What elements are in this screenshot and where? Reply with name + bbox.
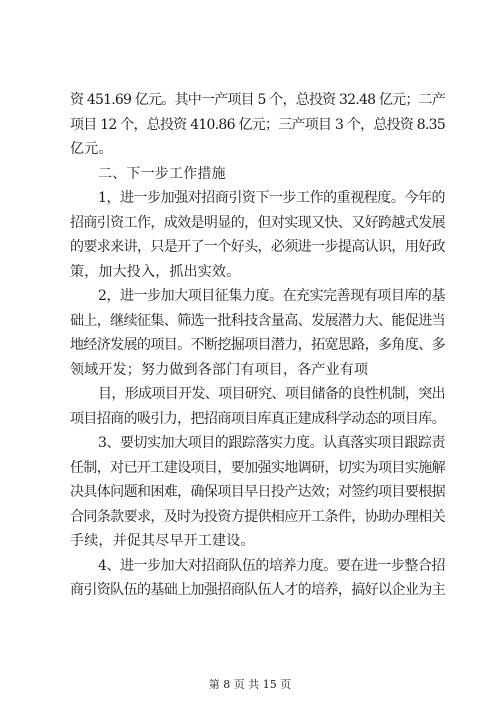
text-line: 任制，对已开工建设项目，要加强实地调研，切实为项目实施解 <box>70 459 445 476</box>
text-line: 领域开发；努力做到各部门有项目，各产业有项 <box>70 361 369 378</box>
text-line: 目，形成项目开发、项目研究、项目储备的良性机制，突出 <box>98 386 445 402</box>
text-line: 合同条款要求，及时为投资方提供相应开工条件，协助办理相关 <box>70 508 445 525</box>
page-footer: 第 8 页 共 15 页 <box>208 678 292 691</box>
text-line: 4、进一步加大对招商队伍的培养力度。要在进一步整合招 <box>98 557 445 574</box>
text-line: 的要求来讲，只是开了一个好头，必须进一步提高认识，用好政 <box>70 239 445 255</box>
text-line: 础上，继续征集、筛选一批科技含量高、发展潜力大、能促进当 <box>70 312 445 329</box>
text-line: 手续，并促其尽早开工建设。 <box>70 533 255 549</box>
text-line: 项目招商的吸引力，把招商项目库真正建成科学动态的项目库。 <box>70 410 445 427</box>
text-line: 二、下一步工作措施 <box>98 165 226 182</box>
text-line: 3、要切实加大项目的跟踪落实力度。认真落实项目跟踪责 <box>98 435 445 451</box>
document-body <box>70 88 445 603</box>
text-line: 地经济发展的项目。不断挖掘项目潜力，拓宽思路，多角度、多 <box>70 337 445 353</box>
text-line: 2，进一步加大项目征集力度。在充实完善现有项目库的基 <box>98 288 445 304</box>
text-line: 商引资队伍的基础上加强招商队伍人才的培养，搞好以企业为主 <box>70 582 445 598</box>
text-line: 亿元。 <box>70 141 113 157</box>
text-line: 策，加大投入，抓出实效。 <box>70 263 241 280</box>
text-line: 项目 12 个，总投资 410.86 亿元；三产项目 3 个，总投资 8.35 <box>70 116 445 133</box>
text-line: 决具体问题和困难，确保项目早日投产达效；对签约项目要根据 <box>70 484 445 500</box>
text-line: 1，进一步加强对招商引资下一步工作的重视程度。今年的 <box>98 190 445 206</box>
text-line: 招商引资工作，成效是明显的，但对实现又快、又好跨越式发展 <box>70 214 445 231</box>
text-line: 资 451.69 亿元。其中一产项目 5 个，总投资 32.48 亿元；二产 <box>70 92 445 108</box>
